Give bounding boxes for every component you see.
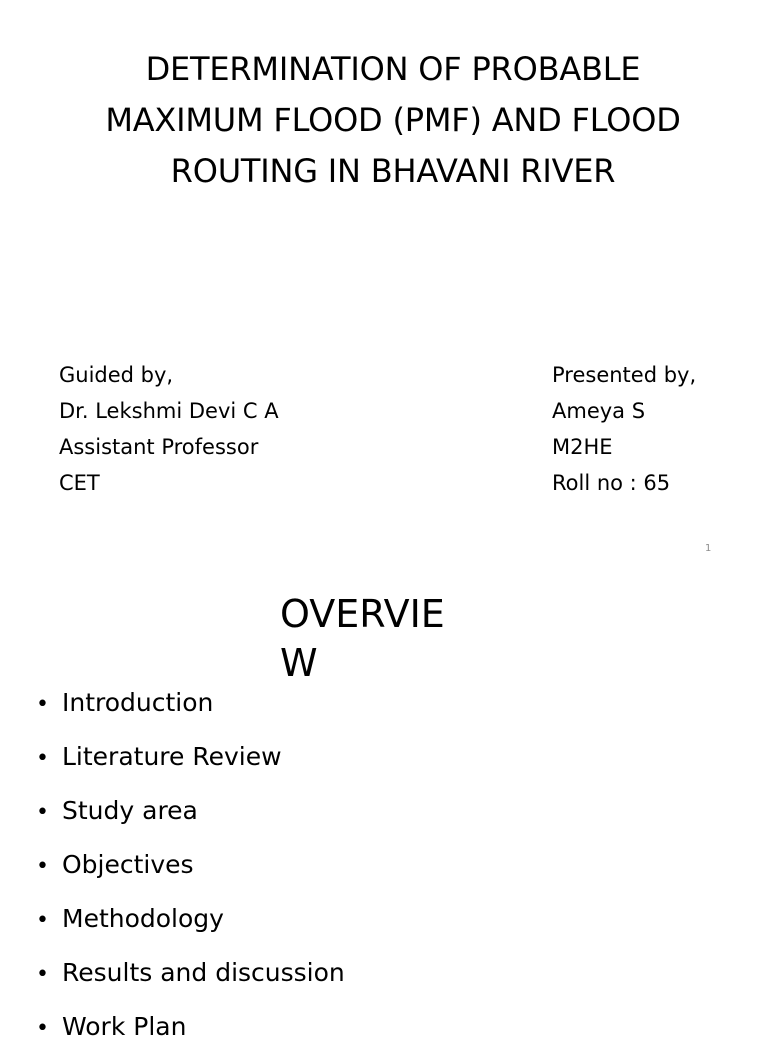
list-item xyxy=(36,685,345,739)
list-item xyxy=(36,739,345,793)
list-item-label: Introduction xyxy=(62,688,214,717)
presentation-title: DETERMINATION OF PROBABLE MAXIMUM FLOOD (PMF) AND FLOOD ROUTING IN BHAVANI RIVER xyxy=(105,50,681,190)
presenter-credits xyxy=(552,357,696,501)
guide-credits xyxy=(59,357,279,501)
bullet-icon: • xyxy=(36,746,49,771)
bullet-icon: • xyxy=(36,1016,49,1041)
list-item xyxy=(36,793,345,847)
list-item xyxy=(36,847,345,901)
guide-name: Dr. Lekshmi Devi C A xyxy=(59,399,279,423)
bullet-icon: • xyxy=(36,908,49,933)
bullet-icon: • xyxy=(36,962,49,987)
guide-institution: CET xyxy=(59,471,100,495)
list-item-label: Results and discussion xyxy=(62,958,345,987)
guide-designation: Assistant Professor xyxy=(59,435,259,459)
presenter-class: M2HE xyxy=(552,435,613,459)
list-item-label: Methodology xyxy=(62,904,224,933)
presenter-heading: Presented by, xyxy=(552,363,697,387)
bullet-icon: • xyxy=(36,692,49,717)
bullet-icon: • xyxy=(36,854,49,879)
page-number: 1 xyxy=(705,543,712,554)
list-item xyxy=(36,1009,345,1063)
overview-slide xyxy=(0,565,768,1041)
overview-title: OVERVIEW xyxy=(280,592,445,685)
guide-heading: Guided by, xyxy=(59,363,174,387)
list-item-label: Study area xyxy=(62,796,198,825)
list-item xyxy=(36,955,345,1009)
list-item xyxy=(36,901,345,955)
bullet-icon: • xyxy=(36,800,49,825)
list-item-label: Literature Review xyxy=(62,742,282,771)
presenter-roll-number: Roll no : 65 xyxy=(552,471,671,495)
presenter-name: Ameya S xyxy=(552,399,646,423)
overview-list xyxy=(36,685,345,1063)
list-item-label: Work Plan xyxy=(62,1012,187,1041)
list-item-label: Objectives xyxy=(62,850,194,879)
